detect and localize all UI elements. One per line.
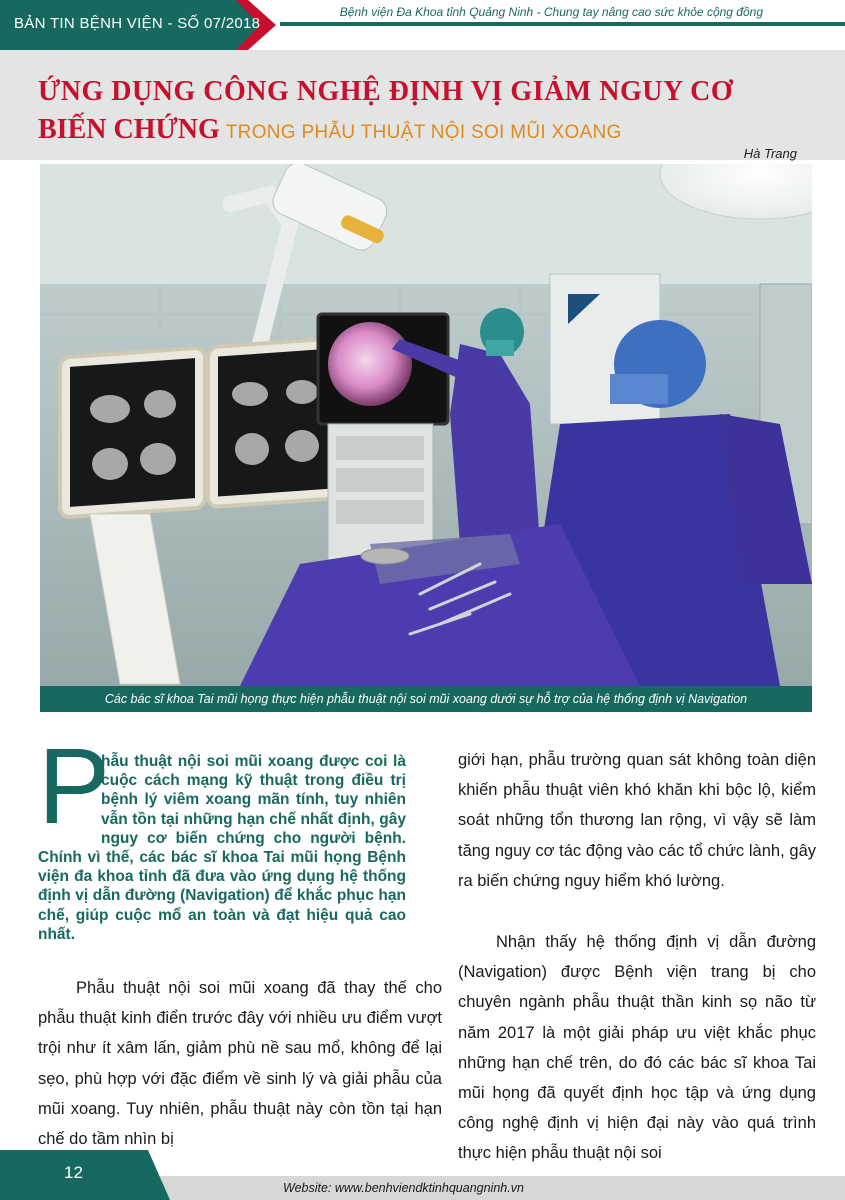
article-subtitle: TRONG PHẪU THUẬT NỘI SOI MŨI XOANG (225, 122, 622, 143)
drop-cap: P (38, 725, 111, 846)
drop-cap-spacer (38, 752, 101, 848)
photo-caption: Các bác sĩ khoa Tai mũi họng thực hiện phẫu thuật nội soi mũi xoang dưới sự hỗ trợ của hệ thống định vị Navigation (104, 692, 748, 706)
body-paragraph-left: Phẫu thuật nội soi mũi xoang đã thay thế cho phẫu thuật kinh điển trước đây với nhiều ưu điểm vượt trội như ít xâm lấn, giảm phù nề sau mổ, không để lại sẹo, phù hợp với đặc điểm về sinh lý và giải phẫu của mũi xoang. Tuy nhiên, phẫu thuật này còn tồn tại hạn chế do tầm nhìn bị (38, 979, 442, 1149)
operating-room-photo (40, 164, 812, 686)
article-title-bold: BIẾN CHỨNG (38, 114, 220, 145)
header-divider-line (280, 22, 845, 26)
lead-text: hẫu thuật nội soi mũi xoang được coi là cuộc cách mạng kỹ thuật trong điều trị bệnh lý viêm xoang mãn tính, tuy nhiên vẫn tồn tại những hạn chế nhất định, gây nguy cơ biến chứng cho người bệnh. Chính vì thế, các bác sĩ khoa Tai mũi họng Bệnh viện đa khoa tỉnh đã đưa vào ứng dụng hệ thống định vị dẫn đường (Navigation) để khắc phục hạn chế, giúp cuộc mổ an toàn và đạt hiệu quả cao nhất. (38, 753, 406, 943)
operating-room-illustration (40, 164, 812, 686)
page-number: 12 (64, 1163, 83, 1182)
article-title-line1: ỨNG DỤNG CÔNG NGHỆ ĐỊNH VỊ GIẢM NGUY CƠ (38, 76, 734, 107)
website-link[interactable]: Website: www.benhviendktinhquangninh.vn (283, 1181, 524, 1195)
photo-caption-bar (40, 686, 812, 712)
article-author: Hà Trang (743, 146, 797, 161)
bulletin-title: BẢN TIN BỆNH VIỆN - SỐ 07/2018 (14, 15, 261, 32)
body-paragraph-right-1: giới hạn, phẫu trường quan sát không toàn diện khiến phẫu thuật viên khó khăn khi bộc lộ, kiểm soát những tổn thương lan rộng, vì vậy sẽ làm tăng nguy cơ tác động vào các tổ chức lành, gây ra biến chứng nguy hiểm khó lường. (458, 751, 816, 890)
article-title-line2 (38, 114, 622, 146)
hospital-slogan: Bệnh viện Đa Khoa tỉnh Quảng Ninh - Chung tay nâng cao sức khỏe cộng đồng (339, 5, 763, 19)
lead-paragraph (38, 752, 406, 944)
body-paragraph-right-2: Nhận thấy hệ thống định vị dẫn đường (Navigation) được Bệnh viện trang bị cho chuyên ngành phẫu thuật thần kinh sọ não từ năm 2017 là một giải pháp ưu việt khắc phục những hạn chế trên, do đó các bác sĩ khoa Tai mũi họng đã quyết định học tập và ứng dụng công nghệ định vị hiện đại này vào quá trình thực hiện phẫu thuật nội soi (458, 933, 816, 1163)
footer-page-tab (0, 1150, 170, 1200)
